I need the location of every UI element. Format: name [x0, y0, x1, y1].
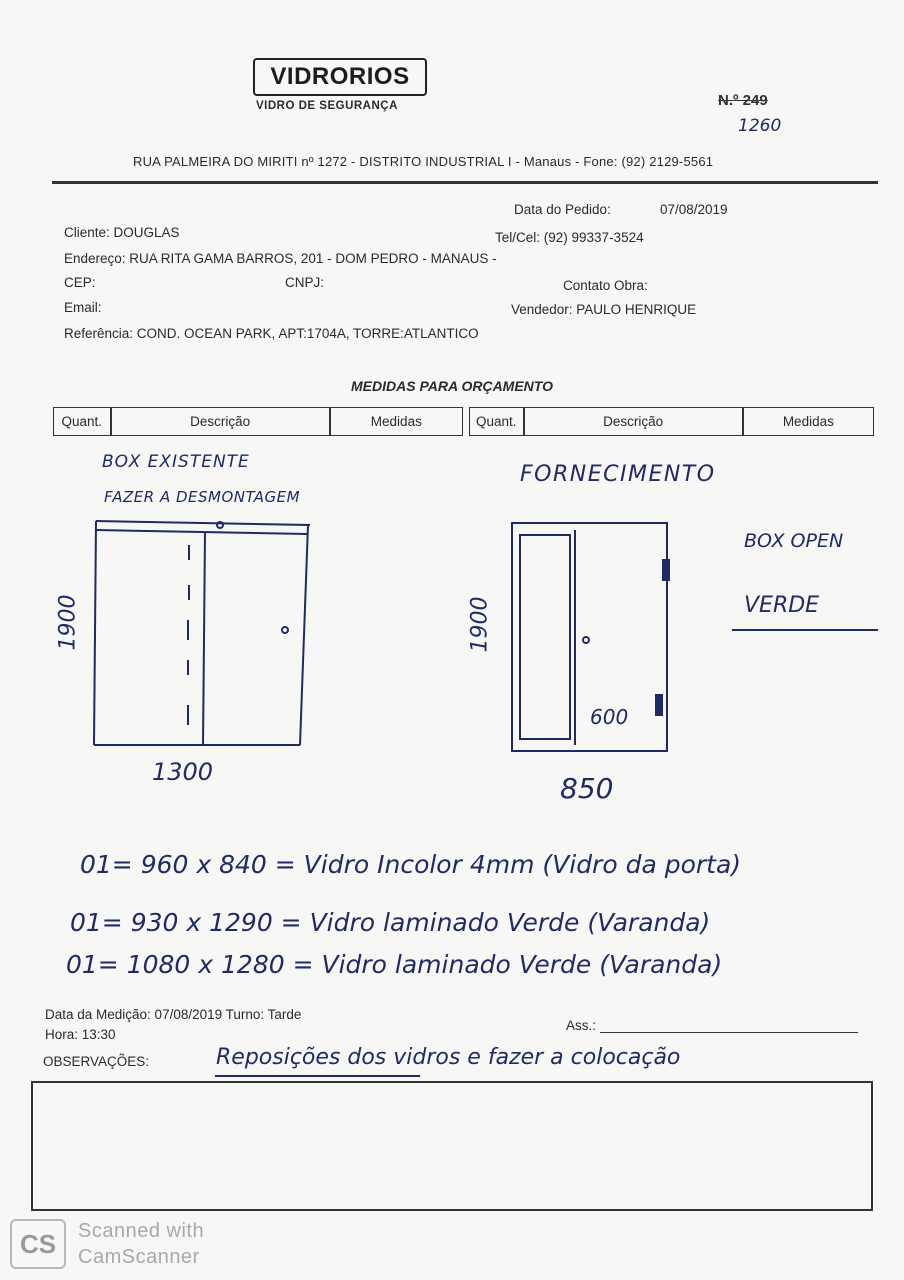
- contact-field: Contato Obra:: [563, 278, 648, 293]
- item-line-2: 01= 930 x 1290 = Vidro laminado Verde (Varanda): [70, 908, 711, 937]
- handwritten-number: 1260: [738, 116, 782, 136]
- camscanner-logo-icon: CS: [10, 1219, 66, 1269]
- header-desc-2: Descrição: [524, 407, 743, 436]
- order-date-value: 07/08/2019: [660, 202, 728, 217]
- brand-name: VIDRORIOS: [270, 63, 410, 90]
- right-door-label: 600: [590, 705, 629, 729]
- cep-field: CEP:: [64, 275, 96, 290]
- address-field: Endereço: RUA RITA GAMA BARROS, 201 - DOM PEDRO - MANAUS -: [64, 251, 497, 266]
- order-date-label: Data do Pedido:: [514, 202, 611, 217]
- left-width-label: 1300: [152, 758, 214, 786]
- email-field: Email:: [64, 300, 102, 315]
- left-height-label: 1900: [55, 594, 81, 651]
- signature-label: Ass.:: [566, 1018, 597, 1033]
- header-medidas-2: Medidas: [743, 407, 874, 436]
- observations-text: Reposições dos vidros e fazer a colocação: [216, 1045, 681, 1070]
- header-quant-1: Quant.: [53, 407, 111, 436]
- observations-box: [31, 1081, 873, 1211]
- watermark-line-2: CamScanner: [78, 1246, 200, 1268]
- signature-line: [600, 1032, 858, 1033]
- measures-title: MEDIDAS PARA ORÇAMENTO: [351, 378, 553, 394]
- left-note-1: BOX EXISTENTE: [102, 452, 250, 472]
- document-number: N.º 249: [718, 92, 768, 109]
- header-desc-1: Descrição: [111, 407, 330, 436]
- header-quant-2: Quant.: [469, 407, 524, 436]
- cnpj-field: CNPJ:: [285, 275, 325, 290]
- brand-subtitle: VIDRO DE SEGURANÇA: [256, 100, 398, 112]
- client-field: Cliente: DOUGLAS: [64, 225, 180, 240]
- time-field: Hora: 13:30: [45, 1027, 116, 1042]
- measure-date-field: Data da Medição: 07/08/2019 Turno: Tarde: [45, 1007, 302, 1022]
- right-note-2: BOX OPEN: [744, 530, 844, 552]
- camscanner-watermark: [78, 1218, 204, 1270]
- right-note-1: FORNECIMENTO: [520, 462, 716, 487]
- header-medidas-1: Medidas: [330, 407, 463, 436]
- right-width-label: 850: [560, 772, 614, 805]
- watermark-line-1: Scanned with: [78, 1220, 205, 1242]
- company-address: RUA PALMEIRA DO MIRITI nº 1272 - DISTRITO INDUSTRIAL I - Manaus - Fone: (92) 2129-5561: [133, 154, 714, 169]
- left-note-2: FAZER A DESMONTAGEM: [104, 488, 301, 506]
- reference-field: Referência: COND. OCEAN PARK, APT:1704A, TORRE:ATLANTICO: [64, 326, 479, 341]
- item-line-3: 01= 1080 x 1280 = Vidro laminado Verde (Varanda): [66, 950, 723, 979]
- right-note-3: VERDE: [744, 593, 820, 618]
- seller-field: Vendedor: PAULO HENRIQUE: [511, 302, 697, 317]
- phone-field: Tel/Cel: (92) 99337-3524: [495, 230, 644, 245]
- right-height-label: 1900: [467, 596, 493, 653]
- item-line-1: 01= 960 x 840 = Vidro Incolor 4mm (Vidro da porta): [80, 850, 742, 879]
- observations-label: OBSERVAÇÕES:: [43, 1054, 150, 1069]
